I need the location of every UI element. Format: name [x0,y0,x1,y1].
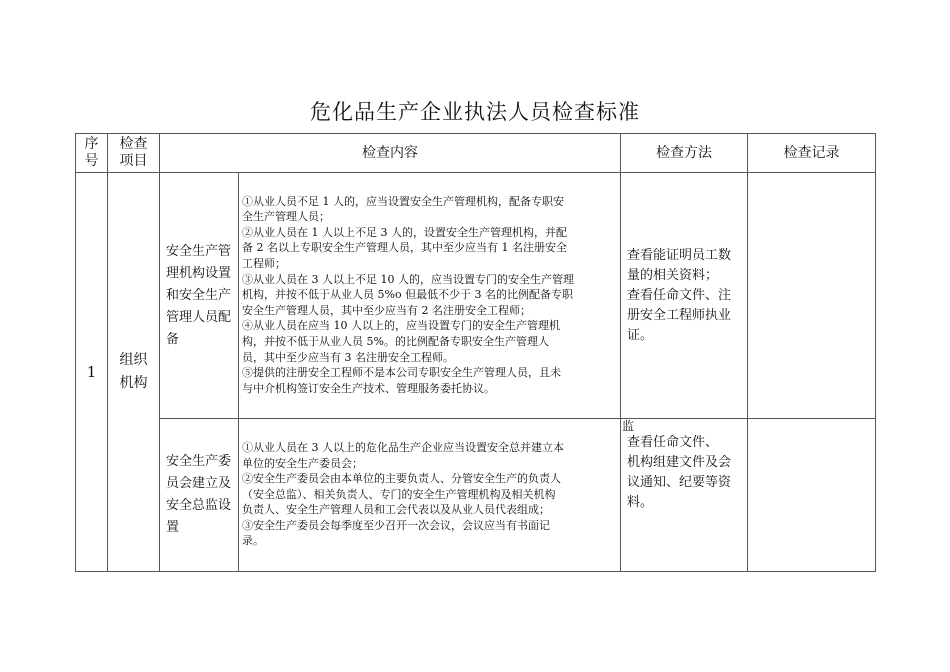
method-line: 证。 [627,327,654,343]
header-content: 检查内容 [160,134,621,173]
item-record-cell[interactable] [748,173,876,419]
content-line: 全生产管理人员； [242,210,330,224]
content-line: 备 2 名以上专职安全生产管理人员，其中至少应当有 1 名注册安全 [242,241,567,255]
content-line: ②安全生产委员会由本单位的主要负责人、分管安全生产的负责人 [242,472,561,486]
inspection-standard-table [75,133,876,572]
method-line: 机构组建文件及会 [627,455,732,470]
row-seq: 1 [76,173,108,572]
content-line: 单位的安全生产委员会； [242,456,363,470]
content-line: ①从业人员不足 1 人的，应当设置安全生产管理机构，配备专职安 [242,194,564,208]
header-item-line: 项目 [119,153,148,169]
content-line: ③安全生产委员会每季度至少召开一次会议，会议应当有书面记 [242,518,550,532]
content-line: ③从业人员在 3 人以上不足 10 人的，应当设置专门的安全生产管理 [242,272,574,286]
method-line: 册安全工程师执业 [627,307,732,323]
content-line: 安全生产管理人员，其中至少应当有 2 名注册安全工程师； [242,303,531,317]
content-line: 构，并按不低于从业人员 5%。的比例配备专职安全生产管理人 [242,334,549,348]
content-line: ②从业人员在 1 人以上不足 3 人的，设置安全生产管理机构，并配 [242,225,567,239]
content-line: ④从业人员在应当 10 人以上的，应当设置专门的安全生产管理机 [242,319,560,333]
table-row [76,173,876,419]
header-item-line: 检查 [119,136,148,152]
item-name-line: 安全总监设 [166,498,232,513]
item-name-line: 置 [166,520,180,535]
item-name-line: 安全生产管 [166,243,232,259]
header-item [108,134,160,173]
item-name-cell [160,173,239,419]
method-line: 量的相关资料； [627,267,719,283]
item-name-line: 员会建立及 [166,476,232,491]
header-seq [76,134,108,173]
page-title: 危化品生产企业执法人员检查标准 [310,100,640,124]
category-line: 机构 [119,375,148,391]
item-name-line: 和安全生产 [166,287,232,303]
table-header-row [76,134,876,173]
method-line: 料。 [627,495,654,510]
item-name-line: 安全生产委 [166,454,232,469]
content-line: 员，其中至少应当有 3 名注册安全工程师。 [242,350,454,364]
content-line: 负责人、安全生产管理人员和工会代表以及从业人员代表组成； [242,503,550,517]
content-line: 录。 [242,534,264,548]
header-method: 检查方法 [621,134,748,173]
content-line: ①从业人员在 3 人以上的危化品生产企业应当设置安全总并建立本 [242,440,564,454]
content-line: 工程师； [242,257,286,271]
item-record-cell[interactable] [748,419,876,572]
header-seq-line: 号 [84,153,99,169]
method-line: 查看任命文件、 [627,435,719,450]
item-content-cell [239,173,621,419]
row-category [108,173,160,572]
item-name-line: 管理人员配 [166,309,232,325]
category-line: 组织 [119,352,148,368]
item-name-cell [160,419,239,572]
method-line: 议通知、纪要等资 [627,475,732,490]
method-line: 查看能证明员工数 [627,247,732,263]
item-name-line: 理机构设置 [166,265,232,281]
item-name-line: 备 [166,331,180,347]
content-line: ⑤提供的注册安全工程师不是本公司专职安全生产管理人员，且未 [242,366,561,380]
table-row [76,419,876,572]
item-method-cell [621,419,748,572]
header-seq-line: 序 [84,136,99,152]
content-line: （安全总监）、相关负责人、专门的安全生产管理机构及相关机构 [242,487,556,501]
content-line: 与中介机构签订安全生产技术、管理服务委托协议。 [242,381,495,395]
method-stray-char: 监 [622,419,635,433]
item-method-cell [621,173,748,419]
method-line: 查看任命文件、注 [627,287,732,303]
header-record: 检查记录 [748,134,876,173]
item-content-cell [239,419,621,572]
content-line: 机构，并按不低于从业人员 5%o 但最低不少于 3 名的比例配备专职 [242,288,574,302]
